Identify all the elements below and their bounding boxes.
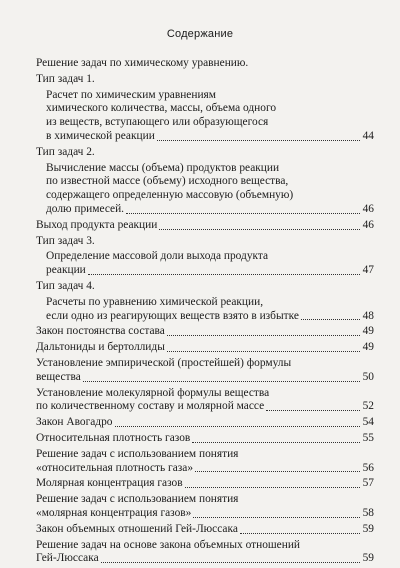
toc-entry: [36, 280, 374, 294]
page-number: 47: [362, 264, 374, 277]
toc-entry: [36, 235, 374, 249]
toc-entry-last-line: [36, 219, 374, 233]
toc-entry-text: «относительная плотность газа»: [36, 461, 194, 474]
toc-entry-last-line: [46, 130, 374, 144]
toc-entry: [36, 448, 374, 476]
toc-entry-text: долю примесей.: [46, 202, 125, 215]
toc-entry-last-line: [36, 523, 374, 537]
toc-entry-last-line: [36, 371, 374, 385]
page-number: 49: [362, 341, 374, 354]
table-of-contents: [36, 57, 374, 568]
dot-leader: [159, 229, 360, 230]
toc-entry-last-line: [36, 416, 374, 430]
toc-entry-text: Закон постоянства состава: [36, 325, 165, 338]
dot-leader: [266, 410, 360, 411]
toc-entry-text: Решение задач с использованием понятия: [36, 493, 239, 506]
toc-entry-text: в химической реакции: [46, 129, 155, 142]
page-number: 46: [362, 218, 374, 231]
page-number: 46: [362, 202, 374, 215]
toc-entry-text: Молярная концентрация газов: [36, 477, 183, 490]
toc-entry-last-line: [46, 203, 374, 217]
toc-entry: [36, 57, 374, 71]
toc-entry: [36, 432, 374, 446]
toc-entry-text: «молярная концентрация газов»: [36, 506, 192, 519]
dot-leader: [192, 442, 360, 443]
toc-entry: [36, 162, 374, 217]
toc-entry: [36, 341, 374, 355]
toc-entry-text: если одно из реагирующих веществ взято в избытке: [46, 309, 299, 322]
toc-entry-text: Тип задач 2.: [36, 145, 95, 158]
page-number: 57: [362, 477, 374, 490]
toc-entry-text: Закон Авогадро: [36, 416, 113, 429]
toc-entry-last-line: [36, 432, 374, 446]
dot-leader: [157, 140, 360, 141]
toc-entry-text: Тип задач 1.: [36, 72, 95, 85]
page-number: 55: [362, 431, 374, 444]
toc-entry-last-line: [36, 462, 374, 476]
toc-entry-text: Тип задач 3.: [36, 234, 95, 247]
toc-entry-last-line: [46, 310, 374, 324]
toc-entry: [36, 250, 374, 278]
page-number: 52: [362, 400, 374, 413]
page-number: 59: [362, 522, 374, 535]
toc-entry-text: Дальтониды и бертоллиды: [36, 341, 165, 354]
page-number: 50: [362, 370, 374, 383]
dot-leader: [83, 381, 360, 382]
toc-entry-text: Гей-Люссака: [36, 552, 99, 565]
page-number: 56: [362, 461, 374, 474]
toc-entry: [36, 416, 374, 430]
toc-entry-last-line: [36, 400, 374, 414]
dot-leader: [126, 213, 360, 214]
page-number: 44: [362, 129, 374, 142]
toc-entry-text: по количественному составу и молярной массе: [36, 400, 265, 413]
toc-entry-text: из веществ, вступающего или образующегося: [46, 116, 269, 129]
dot-leader: [185, 487, 360, 488]
toc-entry-text: Расчеты по уравнению химической реакции,: [46, 295, 264, 308]
page-number: 49: [362, 325, 374, 338]
toc-entry-last-line: [36, 325, 374, 339]
page-number: 58: [362, 506, 374, 519]
toc-entry: [36, 387, 374, 415]
toc-entry: [36, 146, 374, 160]
dot-leader: [167, 335, 360, 336]
page-number: 48: [362, 309, 374, 322]
dot-leader: [167, 351, 360, 352]
toc-entry-last-line: [36, 552, 374, 566]
toc-entry-text: Решение задач по химическому уравнению.: [36, 57, 249, 69]
toc-entry: [36, 73, 374, 87]
toc-entry-text: Выход продукта реакции: [36, 218, 158, 231]
toc-entry-text: Установление молекулярной формулы вещества: [36, 386, 270, 399]
toc-entry-last-line: [36, 507, 374, 521]
dot-leader: [195, 471, 360, 472]
toc-entry-last-line: [46, 264, 374, 278]
toc-entry-text: Вычисление массы (объема) продуктов реакции: [46, 161, 280, 174]
page-number: 59: [362, 552, 374, 565]
toc-entry-text: Установление эмпирической (простейшей) формулы: [36, 356, 292, 369]
toc-entry: [36, 325, 374, 339]
toc-entry-text: Тип задач 4.: [36, 279, 95, 292]
toc-entry-text: Закон объемных отношений Гей-Люссака: [36, 522, 238, 535]
toc-entry-text: Определение массовой доли выхода продукта: [46, 250, 269, 263]
toc-entry: [36, 477, 374, 491]
dot-leader: [88, 274, 360, 275]
toc-entry-text: по известной массе (объему) исходного вещества,: [46, 175, 289, 188]
dot-leader: [115, 426, 361, 427]
toc-entry-text: Расчет по химическим уравнениям: [46, 88, 216, 101]
toc-entry: [36, 296, 374, 324]
toc-entry-last-line: [36, 341, 374, 355]
dot-leader: [240, 533, 360, 534]
toc-entry-text: Относительная плотность газов: [36, 431, 191, 444]
toc-entry-last-line: [36, 477, 374, 491]
toc-entry: [36, 539, 374, 567]
toc-entry-text: реакции: [46, 264, 86, 277]
dot-leader: [101, 562, 360, 563]
dot-leader: [193, 517, 360, 518]
toc-entry-text: содержащего определенную массовую (объемную): [46, 189, 294, 202]
toc-entry: [36, 493, 374, 521]
toc-entry-text: Решение задач с использованием понятия: [36, 447, 239, 460]
page-title: Содержание: [166, 28, 234, 40]
toc-entry: [36, 89, 374, 144]
toc-entry-text: вещества: [36, 370, 81, 383]
toc-entry-text: Решение задач на основе закона объемных отношений: [36, 538, 301, 551]
toc-entry-text: химического количества, массы, объема одного: [46, 102, 277, 115]
toc-entry: [36, 219, 374, 233]
toc-entry: [36, 523, 374, 537]
dot-leader: [301, 319, 360, 320]
toc-entry: [36, 357, 374, 385]
page-number: 54: [362, 416, 374, 429]
